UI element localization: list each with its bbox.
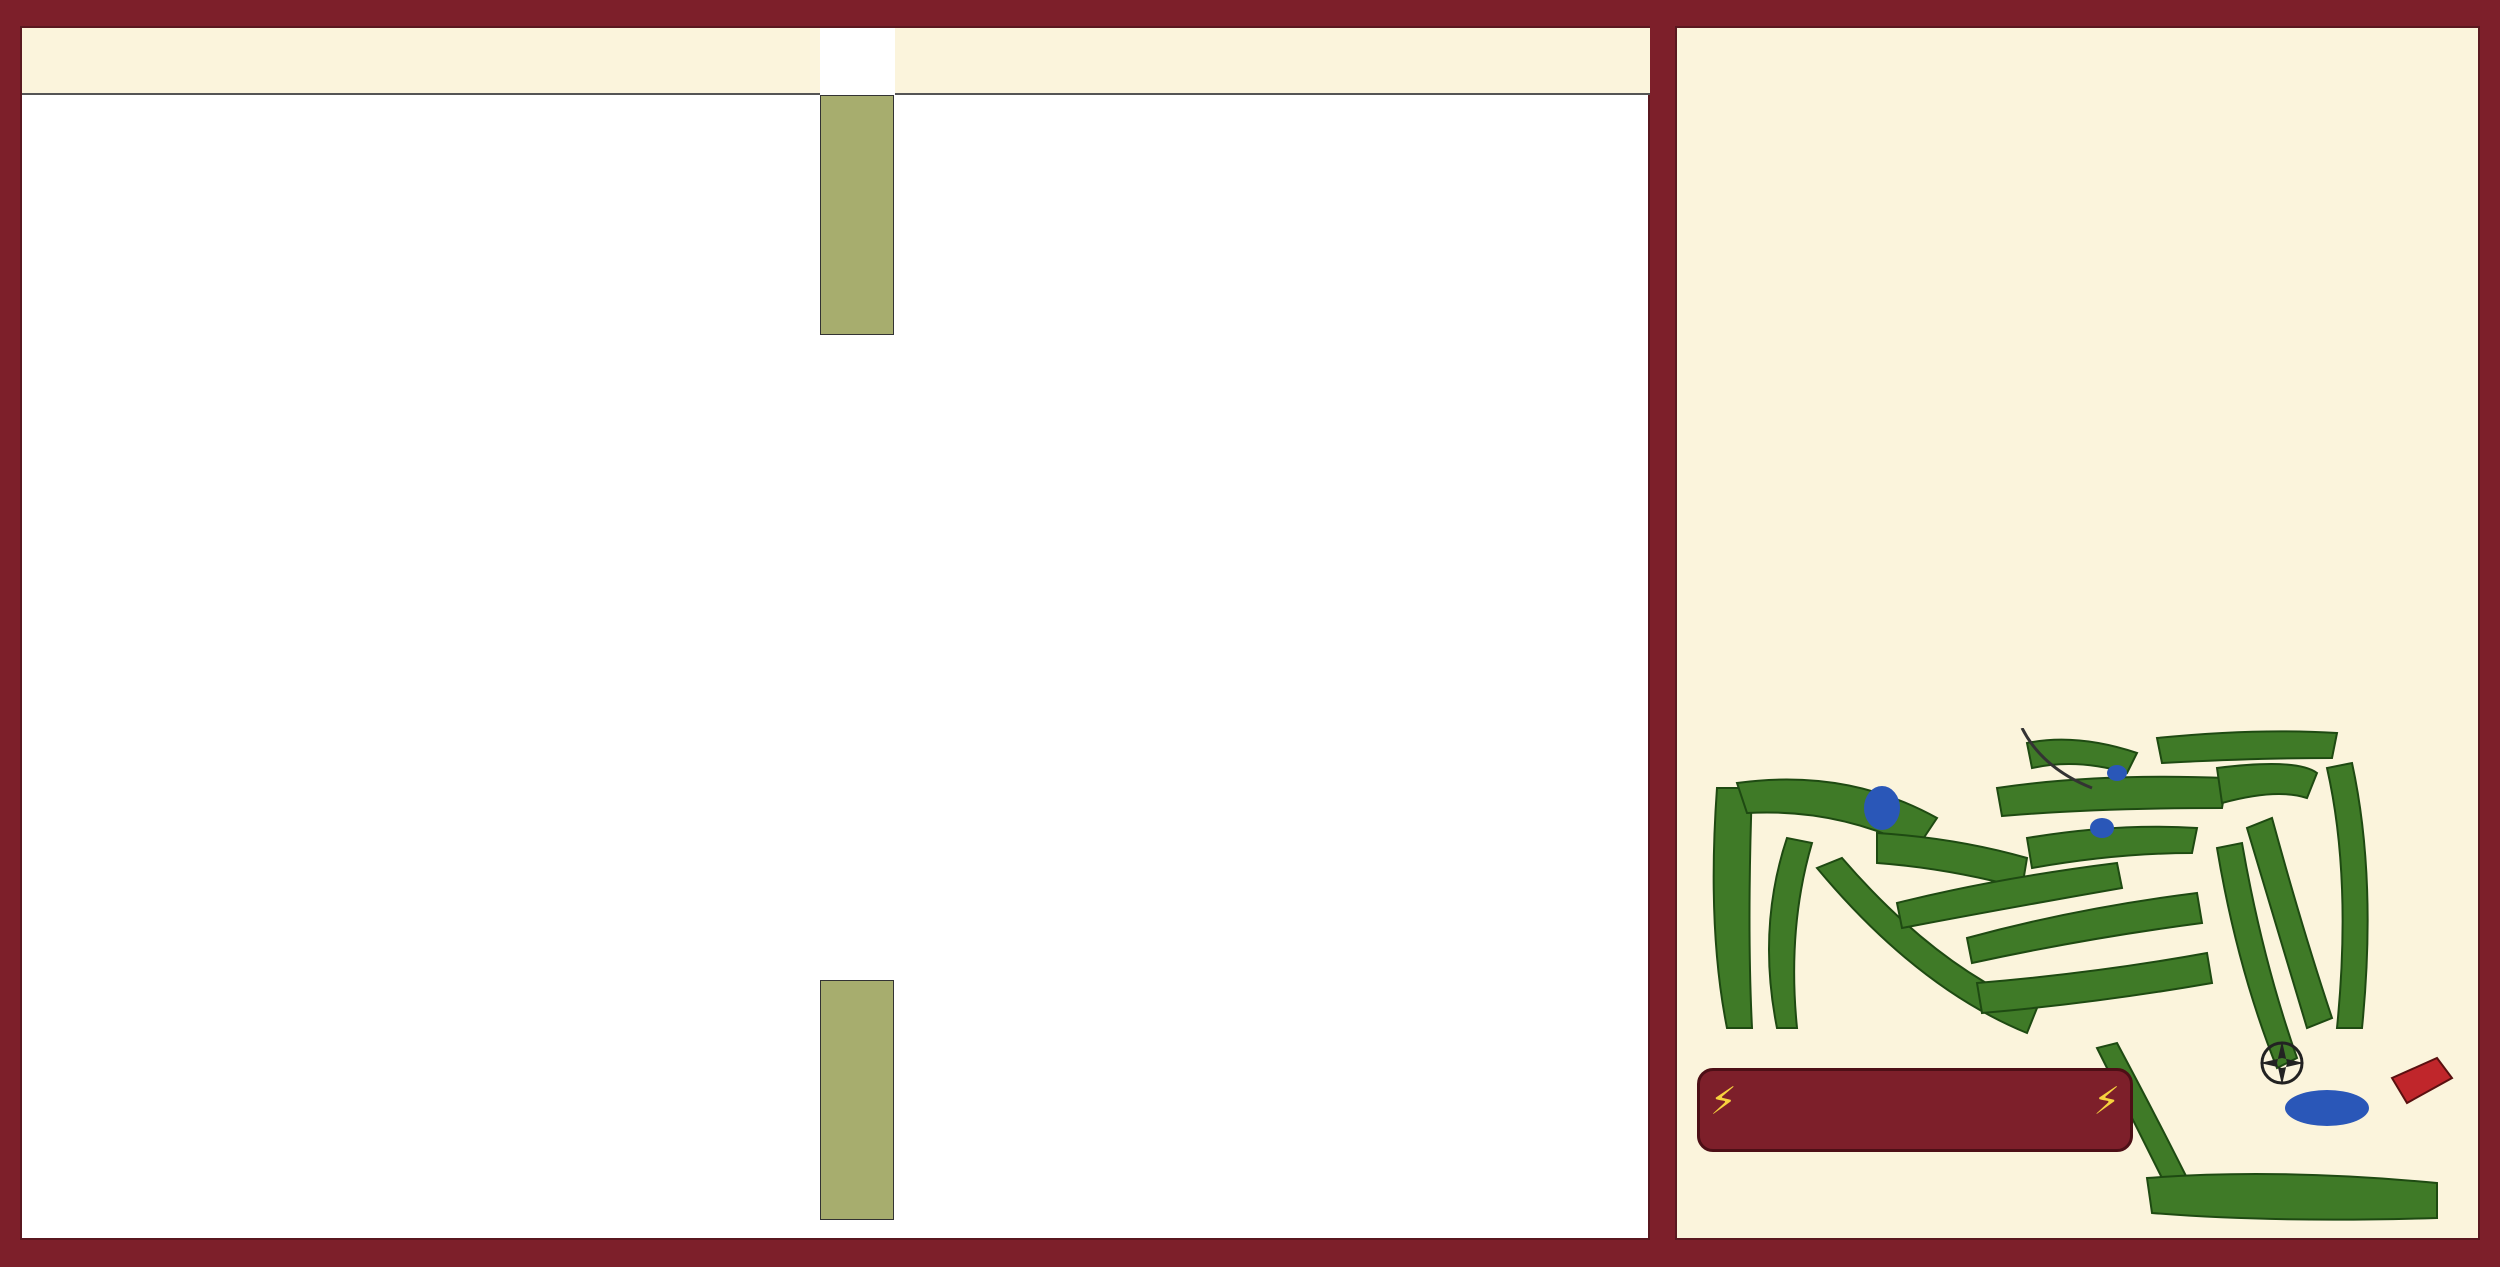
initial-band-bottom (820, 980, 894, 1220)
back-header (895, 28, 1650, 95)
lightning-warning (1697, 1068, 2133, 1152)
fairway-11 (2157, 731, 2337, 763)
fairway-2 (2217, 764, 2317, 803)
fairway-14 (1714, 788, 1752, 1028)
fairway-10 (2327, 763, 2368, 1028)
rules-panel (1675, 26, 2480, 1240)
scorecard (20, 26, 1650, 1240)
lightning-icon-right: ⚡ (2093, 1079, 2120, 1123)
fairway-15 (1769, 838, 1812, 1028)
pond-16 (2090, 818, 2114, 838)
pond-12 (2107, 765, 2127, 781)
clubhouse (2392, 1058, 2452, 1103)
initial-band-top (820, 95, 894, 335)
pond-9 (2285, 1090, 2369, 1126)
course-map (1697, 728, 2467, 1228)
front-header (22, 28, 820, 95)
fairway-9 (2147, 1174, 2437, 1220)
lightning-icon-left: ⚡ (1710, 1079, 1737, 1123)
pond-13 (1864, 786, 1900, 830)
fairway-17 (1997, 777, 2227, 816)
fairway-3 (1977, 953, 2212, 1013)
